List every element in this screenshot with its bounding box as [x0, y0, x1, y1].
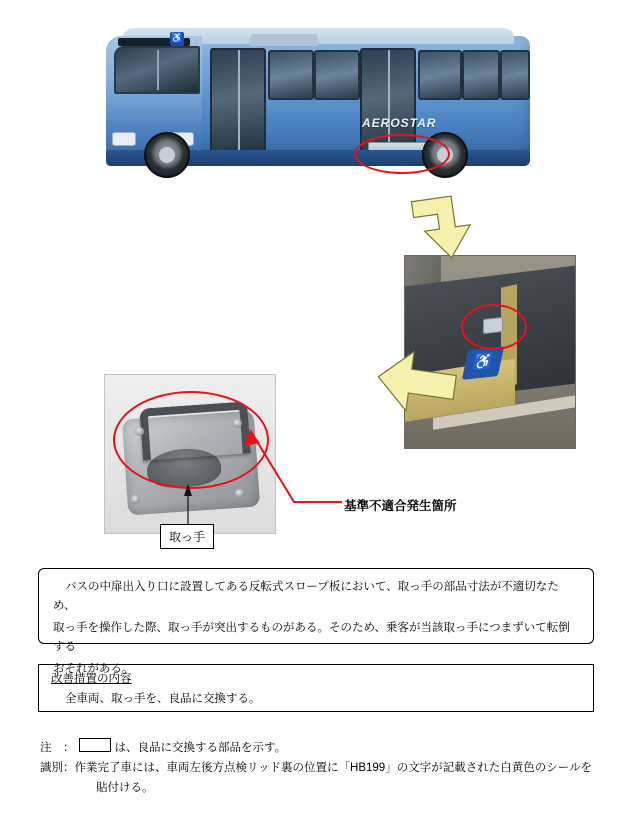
headlamp-left [112, 132, 136, 146]
defect-location-label: 基準不適合発生箇所 [344, 499, 457, 513]
ident-text-1: 作業完了車には、車両左後方点検リッド裏の位置に「HB199」の文字が記載された白黄色のシールを [74, 762, 592, 775]
desc-line-1: バスの中扉出入り口に設置してある反転式スロープ板において、取っ手の部品寸法が不適切なため、 [53, 581, 559, 612]
screw-bottom-right [235, 489, 244, 498]
ident-label: 識別： [40, 762, 75, 775]
interior-wheelchair-icon: ♿ [462, 346, 504, 380]
wheelchair-icon: ♿ [170, 33, 184, 44]
highlight-ellipse-interior [461, 304, 527, 350]
notes-section [40, 738, 600, 798]
note-text: は、良品に交換する部品を示す。 [114, 742, 287, 754]
screw-bottom-left [131, 495, 140, 504]
legend-swatch [79, 738, 111, 752]
side-window-1 [268, 50, 314, 100]
side-window-3 [418, 50, 462, 100]
corrective-measure-box [38, 664, 594, 712]
handle-part-photo [104, 374, 276, 534]
highlight-ellipse-part [113, 391, 269, 489]
desc-line-3: おそれがある。 [53, 662, 134, 675]
side-window-4 [462, 50, 500, 100]
desc-line-2: 取っ手を操作した際、取っ手が突出するものがある。そのため、乗客が当該取っ手につまずいて転倒する [53, 621, 570, 653]
side-window-5 [500, 50, 530, 100]
note-row-replacement [40, 738, 600, 758]
measure-title: 改善措置の内容 [51, 673, 132, 685]
windshield [114, 46, 200, 94]
front-wheel [144, 132, 190, 178]
arrow-bus-to-interior [411, 194, 474, 262]
interior-doorway-photo [404, 255, 576, 449]
door-divider [238, 50, 240, 154]
bus-brand-text: AEROSTAR [362, 116, 437, 130]
windshield-divider [157, 50, 159, 90]
highlight-ellipse-bus [354, 134, 450, 174]
note-row-identification [40, 758, 600, 778]
handle-label: 取っ手 [160, 524, 214, 549]
roof-ac-unit [250, 34, 318, 46]
ident-text-2: 貼付ける。 [96, 782, 154, 795]
front-door [210, 48, 266, 156]
note-label: 注 ： [40, 742, 75, 754]
side-window-2 [314, 50, 360, 100]
defect-description-box [38, 568, 594, 675]
bus-exterior-photo [92, 14, 542, 194]
measure-body: 全車両、取っ手を、良品に交換する。 [65, 693, 261, 705]
